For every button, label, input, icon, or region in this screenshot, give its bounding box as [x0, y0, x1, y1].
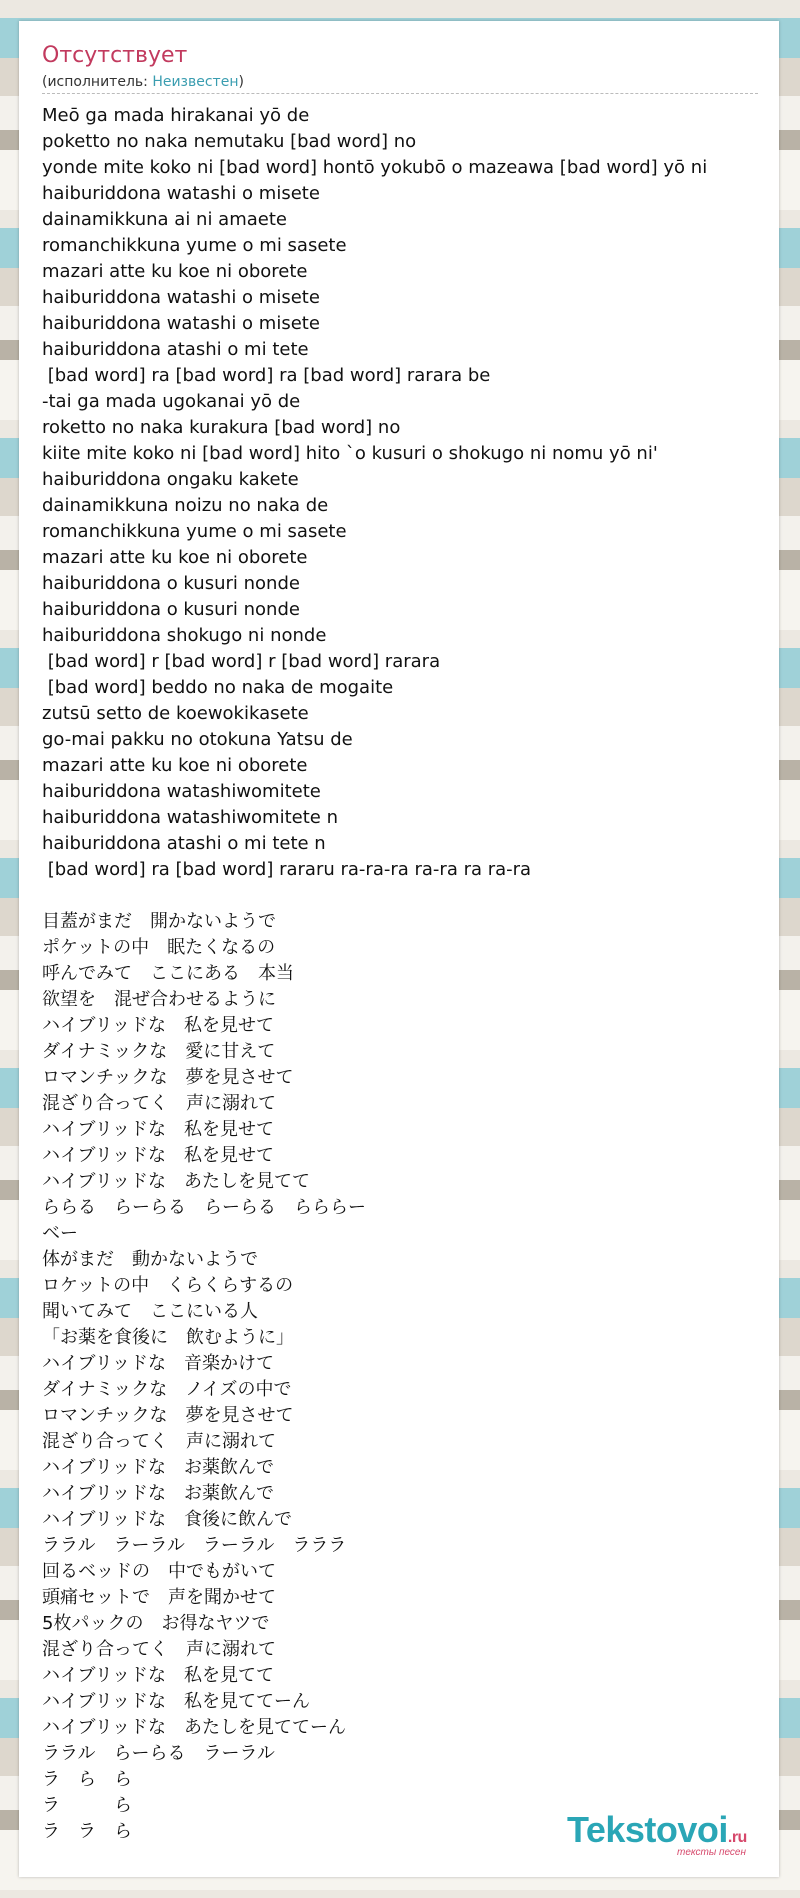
lyric-line: 目蓋がまだ 開かないようで [42, 911, 276, 932]
lyric-line: ハイブリッドな 私を見せて [42, 1145, 275, 1166]
logo-wordmark [567, 1809, 747, 1851]
lyric-line: haiburiddona atashi o mi tete n [42, 833, 326, 854]
lyric-line: 頭痛セットで 声を聞かせて [42, 1587, 276, 1608]
lyric-line: [bad word] ra [bad word] ra [bad word] rarara be [42, 365, 491, 386]
lyric-line: 混ざり合ってく 声に溺れて [42, 1639, 276, 1660]
lyric-line: dainamikkuna ai ni amaete [42, 209, 287, 230]
lyric-line: ララル ラーラル ラーラル ラララ [42, 1535, 347, 1556]
lyric-line: haiburiddona o kusuri nonde [42, 573, 300, 594]
lyric-line: yonde mite koko ni [bad word] hontō yokubō o mazeawa [bad word] yō ni [42, 157, 708, 178]
lyrics-card [19, 21, 779, 1877]
lyric-line: ロマンチックな 夢を見させて [42, 1067, 294, 1088]
lyric-line: 混ざり合ってく 声に溺れて [42, 1093, 276, 1114]
lyric-line: ダイナミックな 愛に甘えて [42, 1041, 276, 1062]
lyric-line: haiburiddona watashi o misete [42, 183, 320, 204]
artist-link[interactable]: Неизвестен [152, 74, 239, 90]
lyric-line: ハイブリッドな 食後に飲んで [42, 1509, 293, 1530]
logo-tld: .ru [727, 1829, 747, 1846]
lyric-line: haiburiddona atashi o mi tete [42, 339, 309, 360]
lyric-line: go-mai pakku no otokuna Yatsu de [42, 729, 353, 750]
lyric-line: ハイブリッドな お薬飲んで [42, 1483, 275, 1504]
lyric-line: haiburiddona watashiwomitete [42, 781, 321, 802]
lyric-line: 「お薬を食後に 飲むように」 [42, 1327, 294, 1348]
song-title: Отсутствует [42, 43, 188, 68]
lyric-line: romanchikkuna yume o mi sasete [42, 235, 347, 256]
lyric-line: ラ ラ ら [42, 1821, 132, 1842]
lyric-line: ロマンチックな 夢を見させて [42, 1405, 294, 1426]
lyric-line: ハイブリッドな 私を見せて [42, 1015, 275, 1036]
lyric-line: roketto no naka kurakura [bad word] no [42, 417, 401, 438]
lyric-line: ポケットの中 眠たくなるの [42, 937, 276, 958]
lyric-line: dainamikkuna noizu no naka de [42, 495, 329, 516]
artist-prefix: (исполнитель: [42, 74, 153, 90]
lyric-line: ハイブリッドな お薬飲んで [42, 1457, 275, 1478]
lyric-line: haiburiddona ongaku kakete [42, 469, 299, 490]
lyric-line: haiburiddona shokugo ni nonde [42, 625, 327, 646]
logo-name: Tekstovoi [567, 1809, 728, 1850]
artist-suffix: ) [238, 74, 244, 90]
lyric-line: zutsū setto de koewokikasete [42, 703, 309, 724]
lyric-line: [bad word] beddo no naka de mogaite [42, 677, 394, 698]
lyric-line: mazari atte ku koe ni oborete [42, 755, 308, 776]
lyric-line: ららる らーらる らーらる らららー [42, 1197, 366, 1218]
artist-line [42, 74, 244, 90]
lyric-line: kiite mite koko ni [bad word] hito `o kusuri o shokugo ni nomu yō ni' [42, 443, 658, 464]
lyric-line: 呼んでみて ここにある 本当 [42, 963, 294, 984]
site-logo[interactable] [567, 1809, 779, 1859]
lyric-line: ダイナミックな ノイズの中で [42, 1379, 292, 1400]
lyric-line: Meō ga mada hirakanai yō de [42, 105, 310, 126]
lyric-line: haiburiddona watashi o misete [42, 313, 320, 334]
lyric-line: 欲望を 混ぜ合わせるように [42, 989, 276, 1010]
lyric-line: ララル らーらる ラーラル [42, 1743, 275, 1764]
lyric-line: ハイブリッドな 私を見せて [42, 1119, 275, 1140]
header-divider [42, 93, 758, 94]
lyric-line: -tai ga mada ugokanai yō de [42, 391, 301, 412]
lyric-line: haiburiddona o kusuri nonde [42, 599, 300, 620]
logo-tagline: тексты песен [677, 1847, 746, 1858]
lyric-line: ハイブリッドな 音楽かけて [42, 1353, 275, 1374]
lyric-line: ハイブリッドな 私を見ててーん [42, 1691, 311, 1712]
lyric-line: mazari atte ku koe ni oborete [42, 261, 308, 282]
lyric-line: ハイブリッドな あたしを見てて [42, 1171, 311, 1192]
lyric-line [42, 883, 758, 909]
lyric-line: ハイブリッドな 私を見てて [42, 1665, 275, 1686]
lyric-line: 聞いてみて ここにいる人 [42, 1301, 258, 1322]
lyric-line: 体がまだ 動かないようで [42, 1249, 258, 1270]
lyric-line: ロケットの中 くらくらするの [42, 1275, 294, 1296]
lyric-line: ラ ら ら [42, 1769, 132, 1790]
lyric-line: [bad word] ra [bad word] rararu ra-ra-ra ra-ra ra ra-ra [42, 859, 532, 880]
lyric-line: romanchikkuna yume o mi sasete [42, 521, 347, 542]
lyric-line: mazari atte ku koe ni oborete [42, 547, 308, 568]
lyrics-text [42, 103, 758, 1845]
lyric-line: [bad word] r [bad word] r [bad word] rarara [42, 651, 441, 672]
lyric-line: haiburiddona watashiwomitete n [42, 807, 338, 828]
lyric-line: ベー [42, 1223, 78, 1244]
lyric-line: haiburiddona watashi o misete [42, 287, 320, 308]
lyric-line: 5枚パックの お得なヤツで [42, 1613, 270, 1634]
lyric-line: ハイブリッドな あたしを見ててーん [42, 1717, 347, 1738]
lyric-line: 回るベッドの 中でもがいて [42, 1561, 276, 1582]
lyric-line: poketto no naka nemutaku [bad word] no [42, 131, 417, 152]
lyric-line: 混ざり合ってく 声に溺れて [42, 1431, 276, 1452]
lyric-line: ラ ら [42, 1795, 132, 1816]
